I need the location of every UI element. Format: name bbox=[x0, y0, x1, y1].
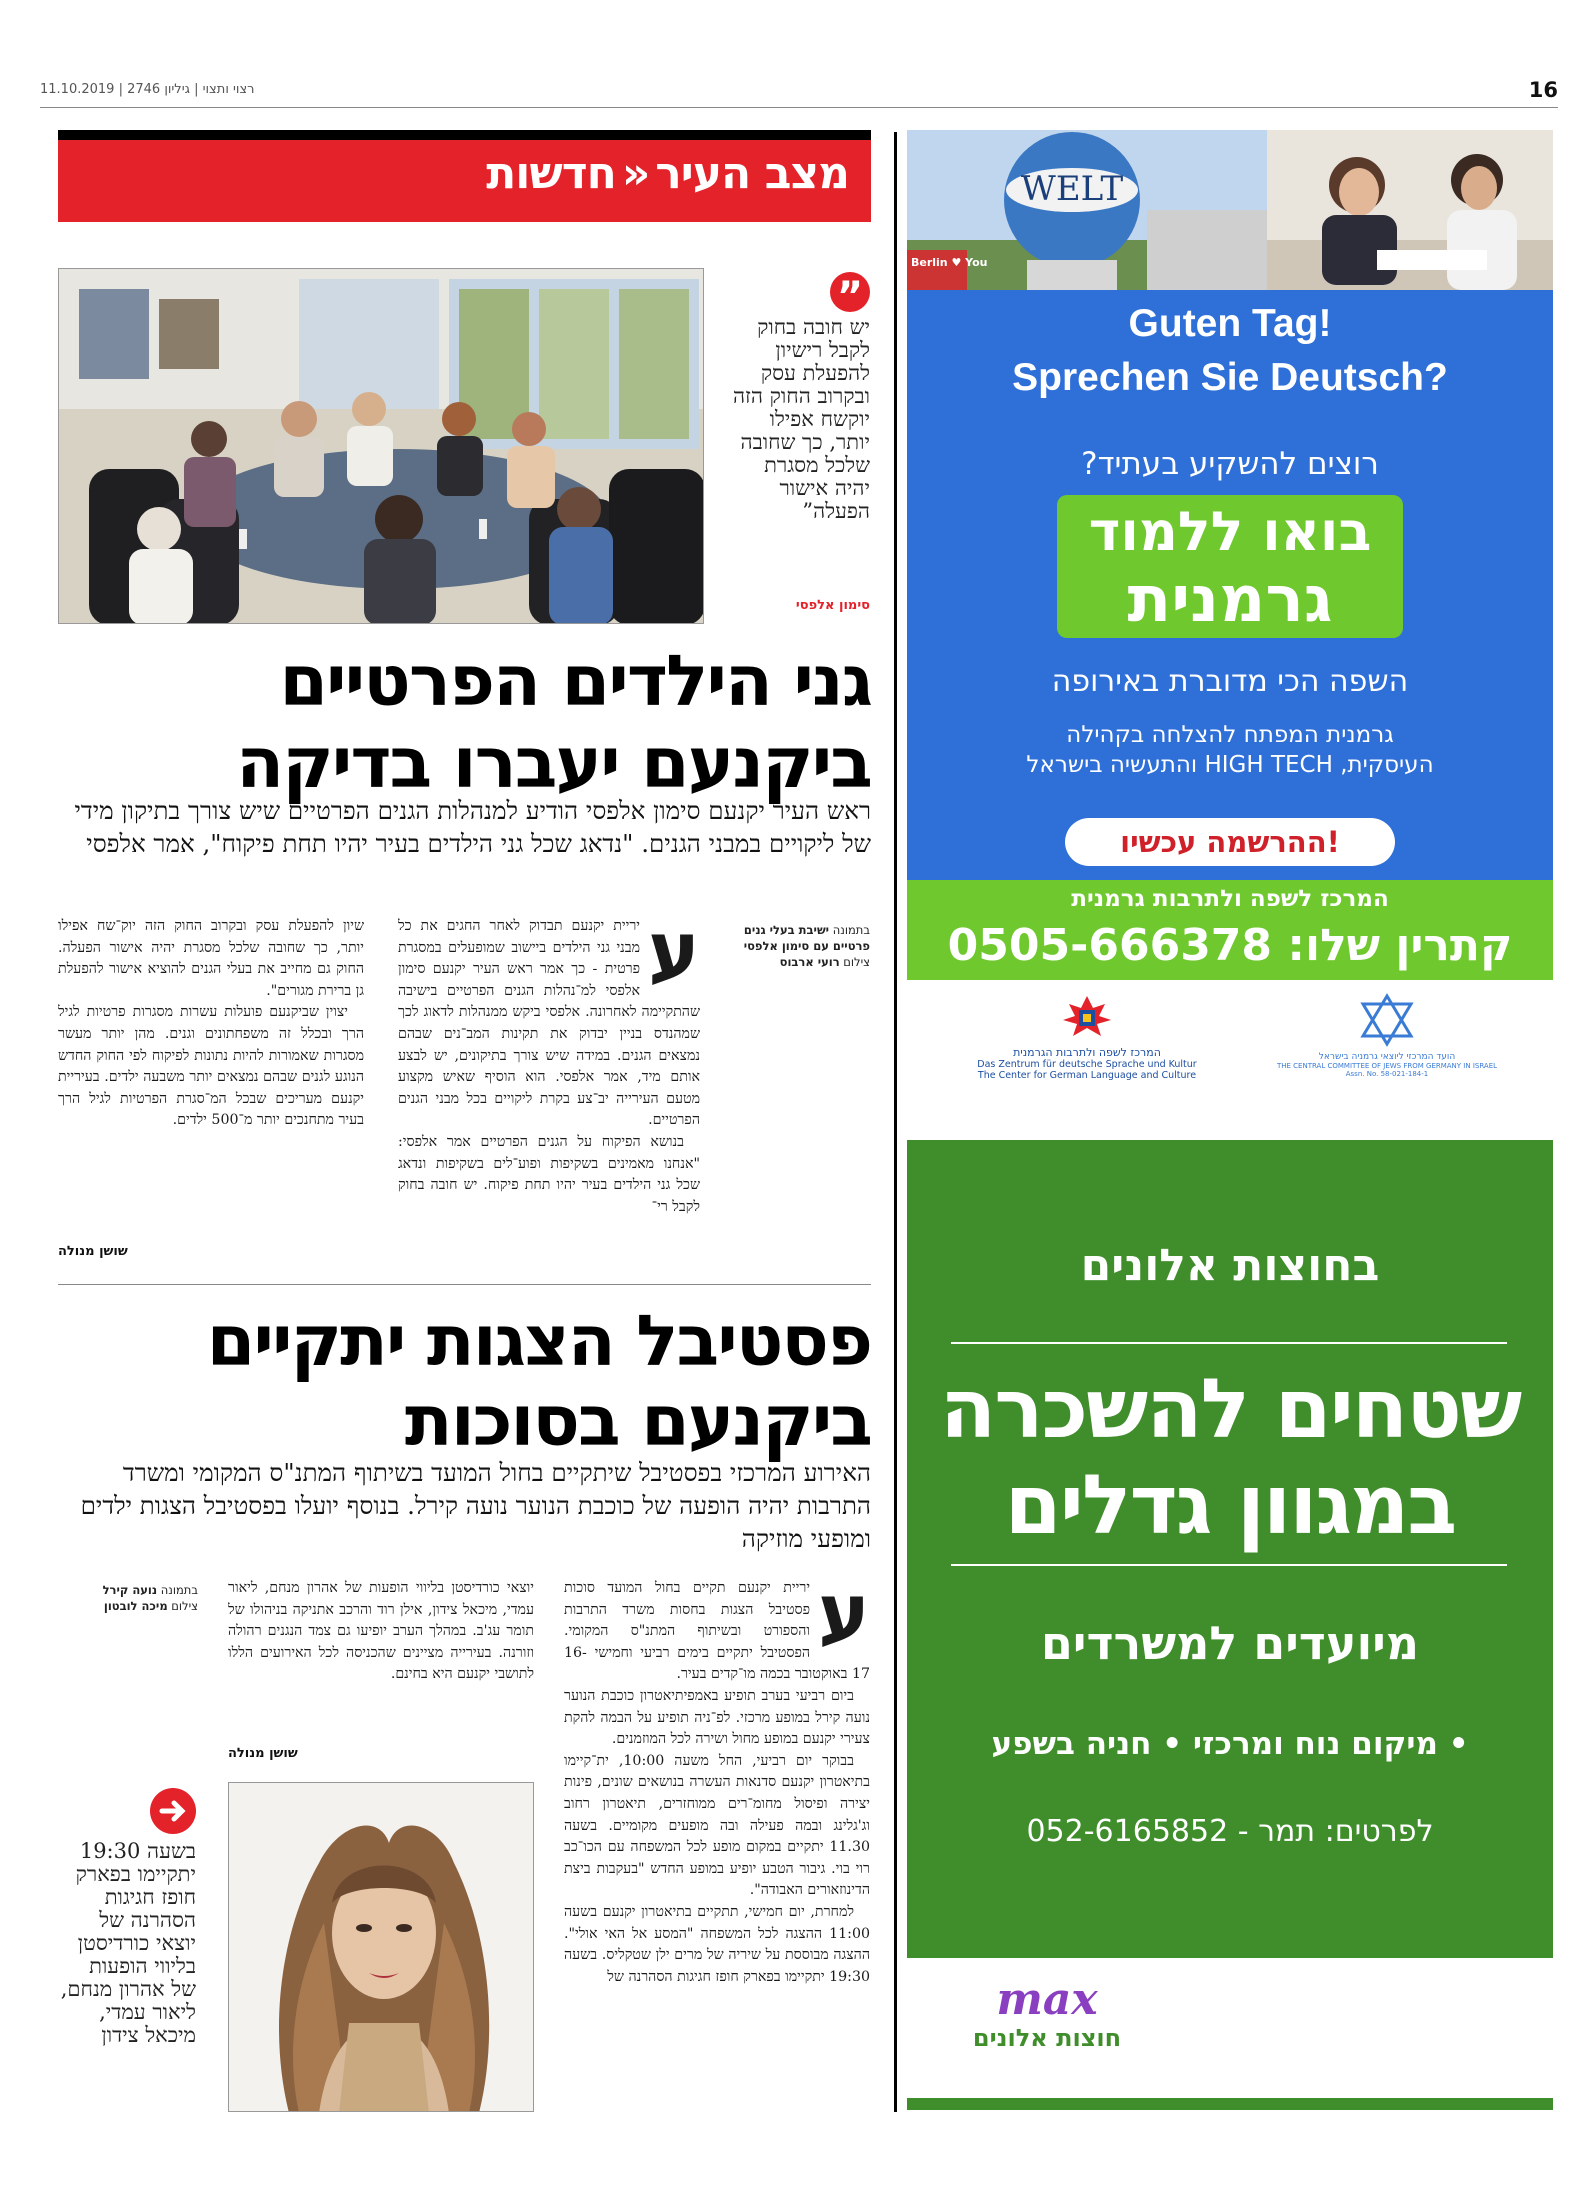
register-label: ההרשמה עכשיו! bbox=[1120, 825, 1340, 859]
caption2-label: בתמונה bbox=[160, 1583, 198, 1597]
ad-german-center-name: המרכז לשפה ולתרבות גרמנית bbox=[1071, 886, 1389, 912]
ad-alonim-rule-bottom bbox=[951, 1564, 1507, 1566]
ad-german-photo-right bbox=[1267, 130, 1553, 290]
article2-col1-p1: יריית יקנעם תקיים בחול המועד סוכות פסטיבל הצגות בחסות משרד התרבות והספורט ובשיתוף המתנ"ס המקומי. הפסטיבל יתקיים בימים רביעי וחמישי 16-17 באוקטובר בכמה מו־קדים בעיר. bbox=[564, 1580, 870, 1683]
ad-alonim-big-1: שטחים להשכרה bbox=[939, 1362, 1521, 1457]
column-divider bbox=[894, 132, 897, 2112]
meeting-photo-illustration bbox=[59, 269, 704, 624]
article1-col1-p2: בנושא הפיקוח על הגנים הפרטיים אמר אלפסי: "אנחנו מאמינים בשקיפות ופוע־לים בשקיפות ונדאג שכל גני הילדים בעיר יהיו תחת פיקוח. יש חובה בחוק לקבל רי־ bbox=[398, 1133, 700, 1215]
logo1-he: המרכז לשפה ולתרבות הגרמנית bbox=[1013, 1046, 1161, 1059]
article-separator bbox=[58, 1284, 871, 1285]
ad-alonim-mid: מיועדים למשרדים bbox=[1040, 1616, 1420, 1670]
header-info: רצוי ותצוי | גיליון 2746 | 11.10.2019 bbox=[40, 82, 255, 97]
article2-subhead: האירוע המרכזי בפסטיבל שיתקיים בחול המועד בשיתוף המתנ"ס המקומי ומשרד התרבות יהיה הופעה של כוכבת הנוער נועה קירל. בנוסף יועלו בפסטיבל הצגות ילדים ומופעי מוזיקה bbox=[80, 1458, 871, 1553]
article1-headline-2: ביקנעם יעברו בדיקה bbox=[236, 722, 871, 804]
header-rule bbox=[40, 107, 1558, 108]
register-button[interactable] bbox=[1065, 818, 1395, 866]
article1-column-1 bbox=[398, 916, 700, 1264]
ad-alonim-big-2: במגוון גדלים bbox=[1004, 1458, 1456, 1553]
maple-leaf-icon bbox=[1057, 992, 1117, 1042]
article2-dropcap: ע bbox=[818, 1578, 870, 1658]
article2-col1-p4: למחרת, יום חמישי, תתקיים בתיאטרון יקנעם בשעה 11:00 ההצגה לכל המשפחה "המסע אל האי אולי". ההצגה מבוססת על שיריה של מרים ילן שטקליס. בשעה 19:30 יתקיימו בפארק חופז חגיגות הסהרנה של bbox=[564, 1903, 870, 1985]
portrait-illustration bbox=[229, 1783, 534, 2112]
logo2-en: THE CENTRAL COMMITTEE OF JEWS FROM GERMANY IN ISRAEL bbox=[1276, 1062, 1498, 1070]
article1-photo bbox=[58, 268, 704, 624]
quote-icon bbox=[830, 272, 870, 320]
ad-german-cta-box bbox=[1057, 495, 1403, 638]
article1-col2-p2: יצוין שביקנעם פועלות עשרות מסגרות פרטיות לגיל הרך ובכלל זה משפחתונים וגנים. מהן יותר מעשר מסגרות שאמורות להיות נתונות לפיקוח לפי החוק החדש הנוגע לגנים שבהם נמצאים יותר משבעה ילדים. בעיריית יקנעם מעריכים שבכל המ־סגרת הפרטיות לגיל הרך בעיר מתחנכים יותר מ־500 ילדים. bbox=[58, 1004, 364, 1129]
page-number: 16 bbox=[1528, 78, 1558, 102]
ad-german-cta-2: גרמנית bbox=[1127, 563, 1333, 637]
logo2-he: הועד המרכזי ליוצאי גרמניה בישראל bbox=[1318, 1052, 1456, 1062]
article2-col1-p3: בבוקר יום רביעי, החל משעה 10:00, ית־קיימו בתיאטרון יקנעם סדנאות העשרה בנושאים שונים, פינות יצירה ופיסול מחומ־רים ממוחזרים, תיאטרון רחוב וג'גלינג ובמה פעילה ובה מופעים מקומיים. בשעה 11.30 יתקיים במקום מופע לכל המשפחה עם הכו־כב רוי בוי. גיבור הטבע יופיע במופע החדש "בעקבות ביצת הדינוזאורים האבודה". bbox=[564, 1752, 870, 1899]
ad-german-desc-1: גרמנית המפתח להצלחה בקהילה bbox=[1066, 722, 1394, 748]
credit2-name: מיכה לובטון bbox=[103, 1599, 168, 1613]
article1-subhead: ראש העיר יקנעם סימון אלפסי הודיע למנהלות הגנים הפרטיים שיש צורך בתיקון מידי של ליקויים במבני הגנים. "נדאג שכל גני הילדים בעיר יהיו תחת פיקוח", אמר אלפסי bbox=[74, 796, 871, 858]
article1-col1-p1: יריית יקנעם תבדוק לאחר החגים את כל מבני גני הילדים ביישוב שמופעלים במסגרת פרטית - כך אמר ראש העיר יקנעם סימון אלפסי למ־נהלות הגנים הפרטיים בישיבה שהתקיימה לאחרונה. אלפסי ביקש ממנהלות לדאוג לכך שמהנדס בניין יבדוק את תקינות המב־נים שבהם נמצאים הגנים. במידה שיש צורך בתיקונים, יש לבצע אותם מיד, אמר אלפסי. הוא הוסיף שאיש מקצוע מטעם העירייה יב־צע בקרת ליקויים בכל מבני הגנים הפרטיים. bbox=[398, 918, 700, 1129]
article1-photo-caption bbox=[740, 922, 870, 970]
logo2-reg: Assn. No. 58-021-184-1 bbox=[1345, 1070, 1429, 1078]
logo1-de: Das Zentrum für deutsche Sprache und Kultur bbox=[977, 1059, 1197, 1070]
berlin-sign: Berlin ♥ You bbox=[911, 256, 988, 269]
ad-alonim-contact: לפרטים: תמר - 052-6165852 bbox=[1026, 1814, 1434, 1849]
arrow-right-icon bbox=[150, 1788, 196, 1834]
logo1-en: The Center for German Language and Culture bbox=[977, 1070, 1197, 1081]
article2-photo bbox=[228, 1782, 534, 2112]
article1-quote-author: סימון אלפסי bbox=[795, 598, 870, 613]
logo-german-center bbox=[957, 992, 1217, 1102]
ad-german[interactable] bbox=[907, 130, 1553, 1135]
ad-alonim-rule-top bbox=[951, 1342, 1507, 1344]
caption-label: בתמונה bbox=[832, 923, 870, 937]
balloon-label: WELT bbox=[1020, 169, 1124, 209]
ad-german-tagline: השפה הכי מדוברת באירופה bbox=[1051, 664, 1409, 699]
ad-alonim-bullets: • מיקום נוח ומרכזי • חניה בשפע bbox=[991, 1726, 1469, 1762]
ad-german-desc-2: העיסקית, HIGH TECH והתעשיה בישראל bbox=[1026, 752, 1434, 778]
article1-dropcap: ע bbox=[648, 916, 700, 996]
ad-german-greeting-2: Sprechen Sie Deutsch? bbox=[1012, 356, 1448, 399]
section-arrows: « bbox=[621, 148, 650, 199]
ad-german-question: רוצים להשקיע בעתיד? bbox=[1081, 446, 1379, 482]
article2-col1-p2: ביום רביעי בערב תופיע באמפיתיאטרון כוכבת הנוער נועה קירל במופע מרכזי. לפ־ניה תופיע על הבמה להקת צעירי יקנעם במופע מחול ושירה לכל המוזמנים. bbox=[564, 1687, 870, 1748]
article1-headline-1: גני הילדים הפרטיים bbox=[279, 640, 871, 722]
article1-quote-box bbox=[718, 268, 870, 624]
article2-photo-caption bbox=[58, 1582, 198, 1614]
credit2-label: צילום bbox=[171, 1599, 198, 1613]
ad-alonim-bottom-bar bbox=[907, 2098, 1553, 2110]
ad-german-phone: קתרין שלו: 0505-666378 bbox=[947, 920, 1513, 971]
article1-quote: יש חובה בחוק לקבל רישיון להפעלת עסק ובקרוב החוק הזה יוקשח אפילו יותר, כך שחובה שלכל מסגרת יהיה אישור הפעלה” bbox=[732, 316, 870, 523]
caption2-text: נועה קירל bbox=[102, 1583, 158, 1597]
section-name: מצב העיר bbox=[655, 148, 849, 199]
section-category: חדשות bbox=[486, 148, 616, 199]
article2-column-1 bbox=[564, 1578, 870, 2112]
ad-german-greeting-1: Guten Tag! bbox=[1128, 302, 1332, 345]
max-logo-script: max bbox=[996, 1974, 1098, 2025]
ad-alonim-title: בחוצות אלונים bbox=[1080, 1240, 1380, 1291]
article1-col2-p1: שיון להפעלת עסק ובקרוב החוק הזה יוק־שח אפילו יותר, כך שחובה שלכל מסגרת יהיה אישור הפעלה. החוק גם מחייב את בעלי הגנים להוציא אישור להפעלת גן ברירת מגורים". bbox=[58, 918, 364, 999]
logo-central-committee bbox=[1267, 992, 1507, 1102]
max-logo-text: חוצות אלונים bbox=[972, 2024, 1122, 2052]
caption-text: ישיבת בעלי גנים פרטיים עם סימון אלפסי bbox=[743, 923, 870, 953]
article2-col2-p1: יוצאי כורדיסטן בליווי הופעות של אהרון מנחם, ליאור עמדי, מיכאל צידון, אילן רוד והרכב אתניקה בניהולו של תומר עג'ב. במהלך הערב יופיעו גם צמד הנגנים רהולה וזורנה. בעירייה מציינים שהכניסה לכל האירועים הללו לתושבי יקנעם היא בחינם. bbox=[228, 1580, 534, 1683]
article1-column-2 bbox=[58, 916, 364, 1236]
credit-label: צילום bbox=[843, 955, 870, 969]
page-header bbox=[40, 78, 1558, 106]
ad-alonim-logo bbox=[947, 1976, 1147, 2076]
ad-german-photo-left bbox=[907, 130, 1267, 290]
article2-column-2 bbox=[228, 1578, 534, 1728]
article1-byline: שושן מנולה bbox=[58, 1244, 128, 1259]
star-of-david-icon bbox=[1355, 992, 1419, 1048]
ad-german-cta-1: בואו ללמוד bbox=[1088, 500, 1372, 563]
quote-glyph: ” bbox=[836, 274, 864, 320]
article2-headline-2: ביקנעם בסוכות bbox=[404, 1380, 871, 1462]
article2-side-text: בשעה 19:30 יתקיימו בפארק חופז חגיגות הסהרנה של יוצאי כורדיסטן בליווי הופעות של אהרון מנחם, ליאור עמדי, מיכאל צידון bbox=[60, 1840, 196, 2047]
section-banner bbox=[58, 130, 871, 222]
article2-headline-1: פסטיבל הצגות יתקיים bbox=[206, 1300, 871, 1382]
credit-name: רועי ארבוס bbox=[779, 955, 840, 969]
article2-byline: שושן מנולה bbox=[228, 1746, 298, 1761]
ad-alonim[interactable] bbox=[907, 1140, 1553, 2112]
